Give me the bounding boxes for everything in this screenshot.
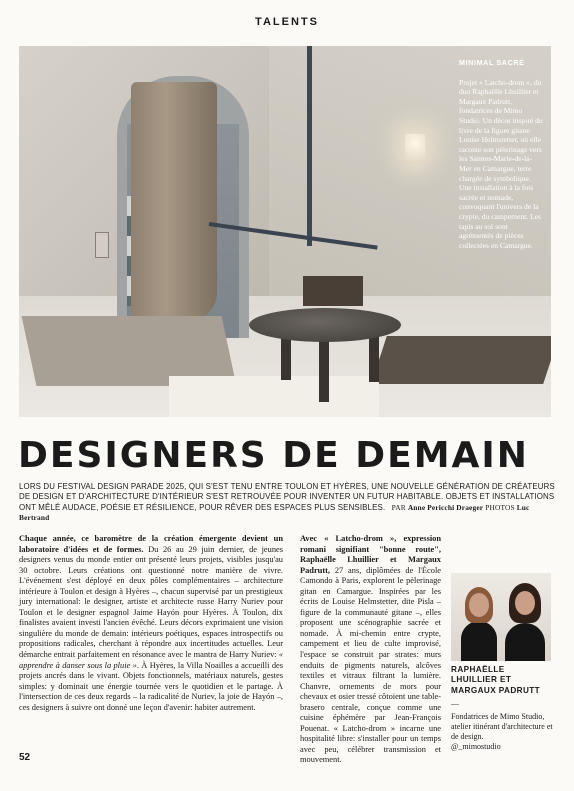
person-right-face <box>515 591 535 615</box>
caption-text: Projet « Latcho-drom », du duo Raphaëlle Lhuillier et Margaux Padrutt, fondatrices de Mimo Studio. Un décor inspiré du livre de la figure gitane Louise Helmstetter, où elle raconte son pèlerinage vers les Saintes-Marie-de-la-Mer en Camargue, terre chargée de symbolique. Une installation à la fois sacrée et nomade, convoquant l'univers de la crypte, du campement. Les tapis au sol sont agrémentés de pièces collectées en Camargue. <box>459 77 543 250</box>
col2-intro: Avec « Latcho-drom », expression romani signifiant "bonne route", Raphaëlle Lhuillier et Margaux Padrutt, <box>300 534 441 575</box>
brazier-stand <box>303 276 363 306</box>
byline-par: PAR <box>391 502 406 512</box>
round-table <box>249 308 401 342</box>
person-right-body <box>505 623 545 661</box>
hanging-curtain <box>131 82 217 322</box>
installation-photo <box>19 46 551 417</box>
col1-intro: Chaque année, ce baromètre de la création émergente devient un laboratoire d'idées et de formes. <box>19 534 283 554</box>
page-number: 52 <box>19 752 31 763</box>
lead-text: LORS DU FESTIVAL DESIGN PARADE 2025, QUI S'EST TENU ENTRE TOULON ET HYÈRES, UNE NOUVELLE GÉNÉRATION DE CRÉATEURS DE DESIGN ET D'ARCHITECTURE D'INTÉRIEUR S'EST RETROUVÉE POUR INVENTER UN FUTUR HABITABLE. OBJETS ET INSTALLATIONS ONT MÊLÉ AUDACE, POÉSIE ET RÉSILIENCE, POUR RÊVER DES ESPACES PLUS SENSIBLES. <box>19 482 555 512</box>
byline-photographer: Luc Bertrand <box>19 502 530 523</box>
metal-pole <box>307 46 312 246</box>
table-leg <box>319 340 329 402</box>
wall-lamp <box>405 134 425 164</box>
body-column-2 <box>300 534 441 766</box>
lead-paragraph <box>19 482 555 524</box>
person-left-face <box>469 593 489 617</box>
instagram-handle: @_mimostudio <box>451 742 501 752</box>
headline: DESIGNERS DE DEMAIN <box>18 435 529 476</box>
designers-portrait <box>451 573 551 661</box>
section-label: TALENTS <box>255 16 319 28</box>
col2-text: 27 ans, diplômées de l'École Camondo à Paris, explorent le pèlerinage gitan en Camargue. Inspirées par les écrits de Louise Helmstetter, dite Pisla – figure de la communauté gitane –, elles proposent une scénographie sacrée et nomade. À mi-chemin entre crypte, campement et lieu de culte improvisé, l'espace se construit par strates: murs enduits de pigments naturels, alcôves textiles et vitraux filtrant la lumière. Chanvre, ornements de mors pour chevaux et osier tressé côtoient une table-brasero centrale, conçue comme une cuisine éphémère par Jean-François Pouenat. « Latcho-drom » incarne une hospitalité libre: s'installer pour un temps avec peu, célébrer transmission et mouvement. <box>300 565 441 765</box>
person-left-body <box>461 621 497 661</box>
rug-right <box>371 336 551 384</box>
sidebar-text: Fondatrices de Mimo Studio, atelier itinérant d'architecture et de design. <box>451 712 553 742</box>
sidebar-dash: — <box>451 699 459 709</box>
byline-photos: PHOTOS <box>485 502 515 512</box>
table-leg <box>369 336 379 382</box>
designers-sidebar <box>451 665 553 752</box>
byline-author: Anne Pericchi Draeger <box>407 502 484 512</box>
table-leg <box>281 336 291 380</box>
col1-text-b: . À Hyères, la Villa Noailles a accueilli des projets ancrés dans le vivant. Objets fonctionnels, matériaux naturels, gestes simples: y dominait une énergie tournée vers le quotidien et le partage. À l'intersection de ces deux regards – la radicalité de Nuriev, la joie de Hayón –, ces designers à suivre ont donné une leçon d'avenir: habiter autrement. <box>19 660 283 712</box>
designer-names: RAPHAËLLE LHUILLIER ET MARGAUX PADRUTT <box>451 665 541 695</box>
rug-front <box>169 376 379 417</box>
col1-text-a: Du 26 au 29 juin dernier, de jeunes designers venus du monde entier ont présenté leurs projets, visibles jusqu'au 30 octobre. Leurs créations ont questionné notre manière de vivre. L'événement s'est déployé en deux pôles complémentaires – architecture intérieure à Toulon et design à Hyères –, chacun supervisé par un prestigieux jury international: le designer, artiste et architecte russe Harry Nuriev pour Toulon et le designer espagnol Jaime Hayón pour Hyères. À Toulon, dix finalistes avaient investi l'ancien évêché. Leurs décors exprimaient une vision singulière du monde de demain: intérieurs poétiques, espaces introspectifs ou propositions radicales, cherchant à répondre aux incertitudes actuelles. Leur démarche entrait parfaitement en résonance avec le mantra de Harry Nuriev: <box>19 544 283 660</box>
photo-caption <box>459 58 543 250</box>
col1-quote: « apprendre à danser sous la pluie » <box>19 650 283 670</box>
small-frame <box>95 232 109 258</box>
body-column-1 <box>19 534 283 713</box>
caption-title: MINIMAL SACRÉ <box>459 58 525 67</box>
